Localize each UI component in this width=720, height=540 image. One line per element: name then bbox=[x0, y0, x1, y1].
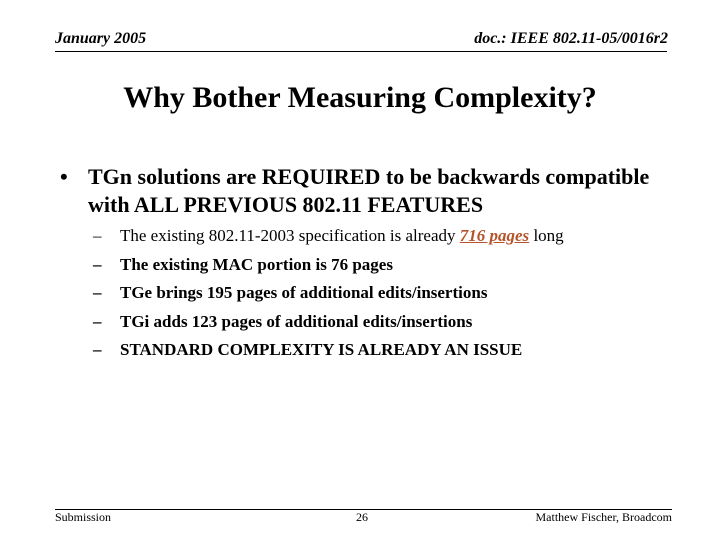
dash-marker: – bbox=[93, 283, 102, 302]
sub-bullet-text bbox=[120, 225, 564, 247]
footer-submission: Submission bbox=[55, 510, 112, 524]
header-doc-id: doc.: IEEE 802.11-05/0016r2 bbox=[474, 30, 668, 47]
sub-bullet-text-after: long bbox=[529, 226, 564, 245]
sub-bullet-text-before: The existing 802.11-2003 specification is already bbox=[120, 226, 460, 245]
bullet-marker: • bbox=[60, 164, 68, 189]
sub-bullet-text: STANDARD COMPLEXITY IS ALREADY AN ISSUE bbox=[120, 340, 523, 359]
sub-bullet-item bbox=[93, 339, 693, 368]
sub-bullet-text: TGi adds 123 pages of additional edits/insertions bbox=[120, 311, 473, 331]
dash-marker: – bbox=[93, 311, 102, 331]
sub-bullet-item bbox=[93, 282, 693, 311]
header-divider bbox=[55, 51, 667, 52]
slide-title: Why Bother Measuring Complexity? bbox=[123, 81, 597, 114]
sub-bullet-item bbox=[93, 254, 693, 283]
sub-bullet-text: TGe brings 195 pages of additional edits/insertions bbox=[120, 283, 488, 302]
header-date: January 2005 bbox=[55, 30, 147, 47]
dash-marker: – bbox=[93, 340, 102, 359]
sub-bullet-text: The existing MAC portion is 76 pages bbox=[120, 254, 393, 274]
main-bullet-text: TGn solutions are REQUIRED to be backwards compatible with ALL PREVIOUS 802.11 FEATURES bbox=[88, 164, 650, 217]
footer-author: Matthew Fischer, Broadcom bbox=[535, 510, 672, 524]
dash-marker: – bbox=[93, 254, 102, 274]
page-number: 26 bbox=[356, 510, 368, 524]
sub-bullet-list bbox=[93, 225, 693, 368]
page-count-highlight: 716 pages bbox=[459, 226, 530, 245]
dash-marker: – bbox=[93, 226, 102, 245]
sub-bullet-item bbox=[93, 225, 693, 254]
sub-bullet-item bbox=[93, 311, 693, 340]
